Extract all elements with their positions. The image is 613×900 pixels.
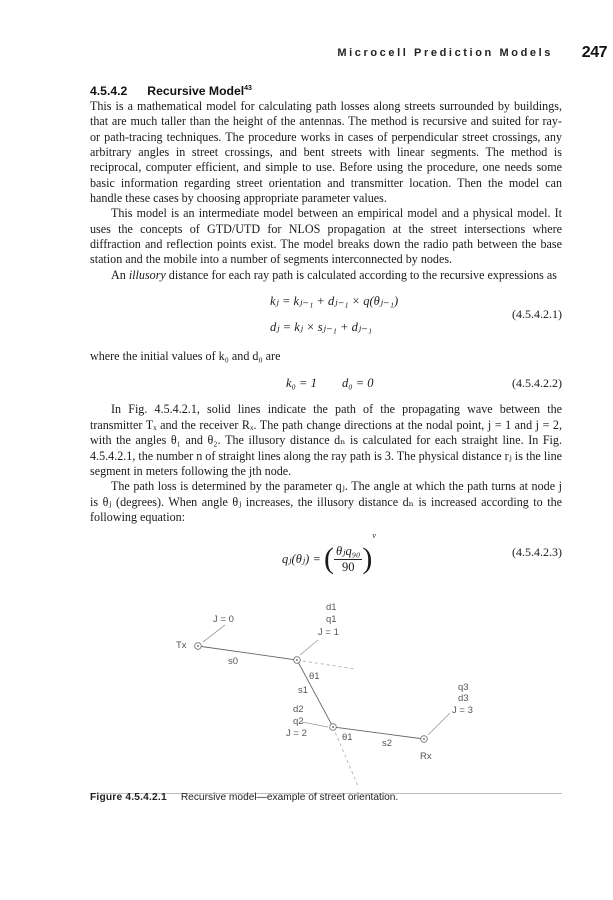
section-heading bbox=[90, 84, 562, 98]
emphasis-illusory: illusory bbox=[128, 267, 166, 282]
node-j1-center bbox=[296, 659, 298, 661]
label-s0: s0 bbox=[228, 656, 239, 667]
label-s2: s2 bbox=[382, 738, 393, 749]
paragraph-path-loss: The path loss is determined by the parameter qⱼ. The angle at which the path turns at node j is θⱼ (degrees). When angle θⱼ increases, the illusory distance dₙ is increased according to the following equation: bbox=[90, 479, 562, 524]
label-d1: d1 bbox=[326, 602, 337, 613]
label-j2: J = 2 bbox=[286, 728, 307, 739]
equation-number: (4.5.4.2.3) bbox=[512, 545, 562, 560]
paragraph-initial-values: where the initial values of k₀ and d₀ are bbox=[90, 349, 281, 364]
equation-4-5-4-2-3: qⱼ(θⱼ) = ( $\frac{\text{θⱼq₉₀}}{90}$ )$^\nu$ (4.5.4.2.3) bbox=[282, 531, 562, 576]
label-j0: J = 0 bbox=[213, 614, 234, 625]
pointer-line-j2 bbox=[302, 722, 328, 727]
equation-number: (4.5.4.2.1) bbox=[512, 307, 562, 322]
label-d3: d3 bbox=[458, 693, 469, 704]
street-orientation-diagram bbox=[90, 600, 562, 790]
running-title: Microcell Prediction Models bbox=[337, 47, 553, 59]
paragraph-illusory-distance bbox=[90, 268, 562, 283]
pointer-line-j3 bbox=[428, 713, 450, 735]
rx-node-center bbox=[423, 738, 425, 740]
label-q3: q3 bbox=[458, 682, 469, 693]
text-segment: An bbox=[111, 267, 129, 282]
label-s1: s1 bbox=[298, 685, 309, 696]
figure-caption bbox=[90, 792, 398, 803]
label-q1: q1 bbox=[326, 614, 337, 625]
text-segment: distance for each ray path is calculated according to the recursive expressions as bbox=[165, 267, 557, 282]
footnote-marker: 43 bbox=[244, 85, 252, 92]
label-j1: J = 1 bbox=[318, 627, 339, 638]
page-number: 247 bbox=[581, 44, 607, 61]
label-theta1-node2: θ1 bbox=[342, 732, 353, 743]
equation-number: (4.5.4.2.2) bbox=[512, 376, 562, 391]
equation-d0: d₀ = 0 bbox=[342, 376, 374, 391]
node-j2-center bbox=[332, 726, 334, 728]
figure-recursive-model bbox=[90, 600, 562, 790]
label-rx: Rx bbox=[420, 751, 432, 762]
equation-k-recursion: kⱼ = kⱼ₋₁ + dⱼ₋₁ × q(θⱼ₋₁) bbox=[270, 294, 399, 309]
paragraph-intro: This is a mathematical model for calculating path losses along streets surrounded by buildings, that are much taller than the height of the antennas. The method is recursive and suited for ray- or path-tracing techniques. The procedure works in cases of perpendicular street crossings, any arbitrary angles in street crossings, and bent streets with linear segments. The method is reciprocal, computer efficient, and simple to use. Before using the procedure, one needs some basic information regarding street orientation and transmitter location. Then the model can handle these cases by choosing appropriate parameter values. bbox=[90, 99, 562, 206]
equation-4-5-4-2-1 bbox=[90, 287, 562, 349]
tx-node-center bbox=[197, 645, 199, 647]
caption-label: Figure 4.5.4.2.1 bbox=[90, 792, 167, 803]
equation-k0: k₀ = 1 bbox=[286, 376, 317, 391]
equation-d-recursion: dⱼ = kⱼ × sⱼ₋₁ + dⱼ₋₁ bbox=[270, 320, 373, 335]
equation-exponent: ν bbox=[372, 531, 376, 541]
section-number: 4.5.4.2 bbox=[90, 84, 128, 98]
label-q2: q2 bbox=[293, 716, 304, 727]
label-j3: J = 3 bbox=[452, 705, 473, 716]
label-d2: d2 bbox=[293, 704, 304, 715]
page-header bbox=[0, 44, 613, 66]
equation-q-lhs: qⱼ(θⱼ) = bbox=[282, 552, 321, 567]
paragraph-figure-description: In Fig. 4.5.4.2.1, solid lines indicate the path of the propagating wave between the transmitter Tₓ and the receiver Rₓ. The path change directions at the nodal point, j = 1 and j = 2, with the angles θ₁ and θ₂. The illusory distance dₙ is calculated for each straight line. In Fig. 4.5.4.2.1, the number n of straight lines along the ray path is 3. The physical distance rⱼ is the line segment in meters following the jth node. bbox=[90, 402, 562, 478]
main-content bbox=[90, 84, 562, 587]
dashed-extension-line bbox=[297, 660, 355, 669]
label-theta1-node1: θ1 bbox=[309, 671, 320, 682]
section-title: Recursive Model bbox=[147, 84, 245, 98]
equation-4-5-4-2-2 bbox=[90, 368, 562, 398]
pointer-line-j0 bbox=[203, 625, 225, 642]
paragraph-model-description: This model is an intermediate model between an empirical model and a physical model. It uses the concepts of GTD/UTD for NLOS propagation at the street intersections where diffraction and reflection points exist. The model breaks down the radio path between the base station and the mobile into a number of segments interconnected by nodes. bbox=[90, 206, 562, 267]
equation-numerator: θⱼq₉₀ bbox=[336, 544, 361, 559]
label-tx: Tx bbox=[176, 640, 187, 651]
caption-text: Recursive model—example of street orientation. bbox=[180, 792, 399, 803]
pointer-line-j1 bbox=[300, 640, 318, 655]
equation-denominator: 90 bbox=[341, 560, 355, 575]
